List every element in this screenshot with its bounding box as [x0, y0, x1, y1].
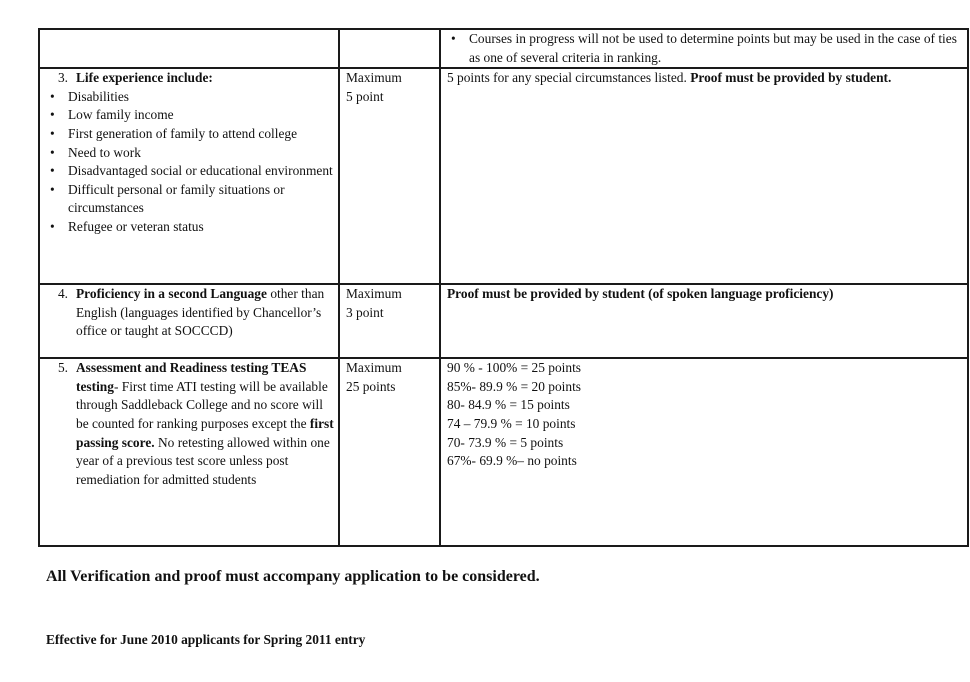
maximum-cell: [339, 358, 440, 546]
maximum-label: Maximum: [346, 360, 402, 376]
empty-cell: [339, 29, 440, 68]
section-body-continued: No retesting allowed within one year of a previous test score unless post remediation for admitted students: [76, 434, 330, 487]
table-row: [39, 68, 968, 284]
score-line: 85%- 89.9 % = 20 points: [447, 378, 582, 394]
score-line: 90 % - 100% = 25 points: [447, 360, 582, 376]
effective-date-note: Effective for June 2010 applicants for Spring 2011 entry: [46, 632, 366, 647]
maximum-cell: [339, 68, 440, 284]
section-heading: [46, 285, 335, 341]
criterion-cell: [39, 284, 339, 358]
maximum-label: Maximum: [346, 286, 402, 302]
list-item: • Difficult personal or family situations or circumstances: [68, 181, 335, 218]
section-heading: [46, 359, 335, 489]
score-line: 67%- 69.9 %– no points: [447, 453, 577, 469]
list-item: • First generation of family to attend college: [68, 125, 335, 144]
section-title: Proficiency in a second Language: [76, 286, 267, 302]
section-emphasis: first passing score.: [76, 415, 334, 450]
section-number: 4.: [57, 286, 68, 302]
maximum-label: Maximum: [346, 70, 402, 86]
verification-note: All Verification and proof must accompany application to be considered.: [46, 568, 540, 585]
section-heading: [46, 69, 335, 88]
section-body: - First time ATI testing will be available through Saddleback College and no score will be counted for ranking purposes except the: [76, 378, 328, 431]
score-line: 74 – 79.9 % = 10 points: [447, 415, 576, 431]
proof-note: Proof must be provided by student.: [690, 70, 892, 86]
description-cell: [440, 358, 968, 546]
section-number: 3.: [57, 70, 68, 86]
table-row: [39, 358, 968, 546]
maximum-value: 25 points: [346, 378, 396, 394]
section-title: Life experience include:: [76, 70, 213, 86]
maximum-value: 3 point: [346, 304, 384, 320]
score-line: 70- 73.9 % = 5 points: [447, 434, 564, 450]
section-body: other than English (languages identified by Chancellor’s office or taught at SOCCCD): [76, 286, 325, 339]
description-text: 5 points for any special circumstances listed.: [447, 70, 687, 86]
section-title: Assessment and Readiness testing TEAS testing: [76, 360, 307, 394]
list-item: • Courses in progress will not be used to determine points but may be used in the case of ties as one of several criteria in ranking.: [469, 30, 964, 67]
list-item: • Need to work: [68, 144, 335, 163]
life-experience-list: [46, 88, 335, 237]
description-cell: [440, 68, 968, 284]
empty-cell: [39, 29, 339, 68]
maximum-value: 5 point: [346, 88, 384, 104]
description-cell: [440, 29, 968, 68]
list-item: • Disabilities: [68, 88, 335, 107]
proof-note: Proof must be provided by student (of spoken language proficiency): [447, 286, 834, 302]
list-item: • Low family income: [68, 106, 335, 125]
description-cell: [440, 284, 968, 358]
score-line: 80- 84.9 % = 15 points: [447, 397, 570, 413]
table-row: [39, 29, 968, 68]
list-item: • Refugee or veteran status: [68, 218, 335, 237]
criterion-cell: [39, 68, 339, 284]
table-row: [39, 284, 968, 358]
courses-note-list: [447, 30, 964, 67]
section-number: 5.: [57, 360, 68, 376]
points-criteria-table: [38, 28, 969, 547]
criterion-cell: [39, 358, 339, 546]
list-item: • Disadvantaged social or educational environment: [68, 162, 335, 181]
maximum-cell: [339, 284, 440, 358]
